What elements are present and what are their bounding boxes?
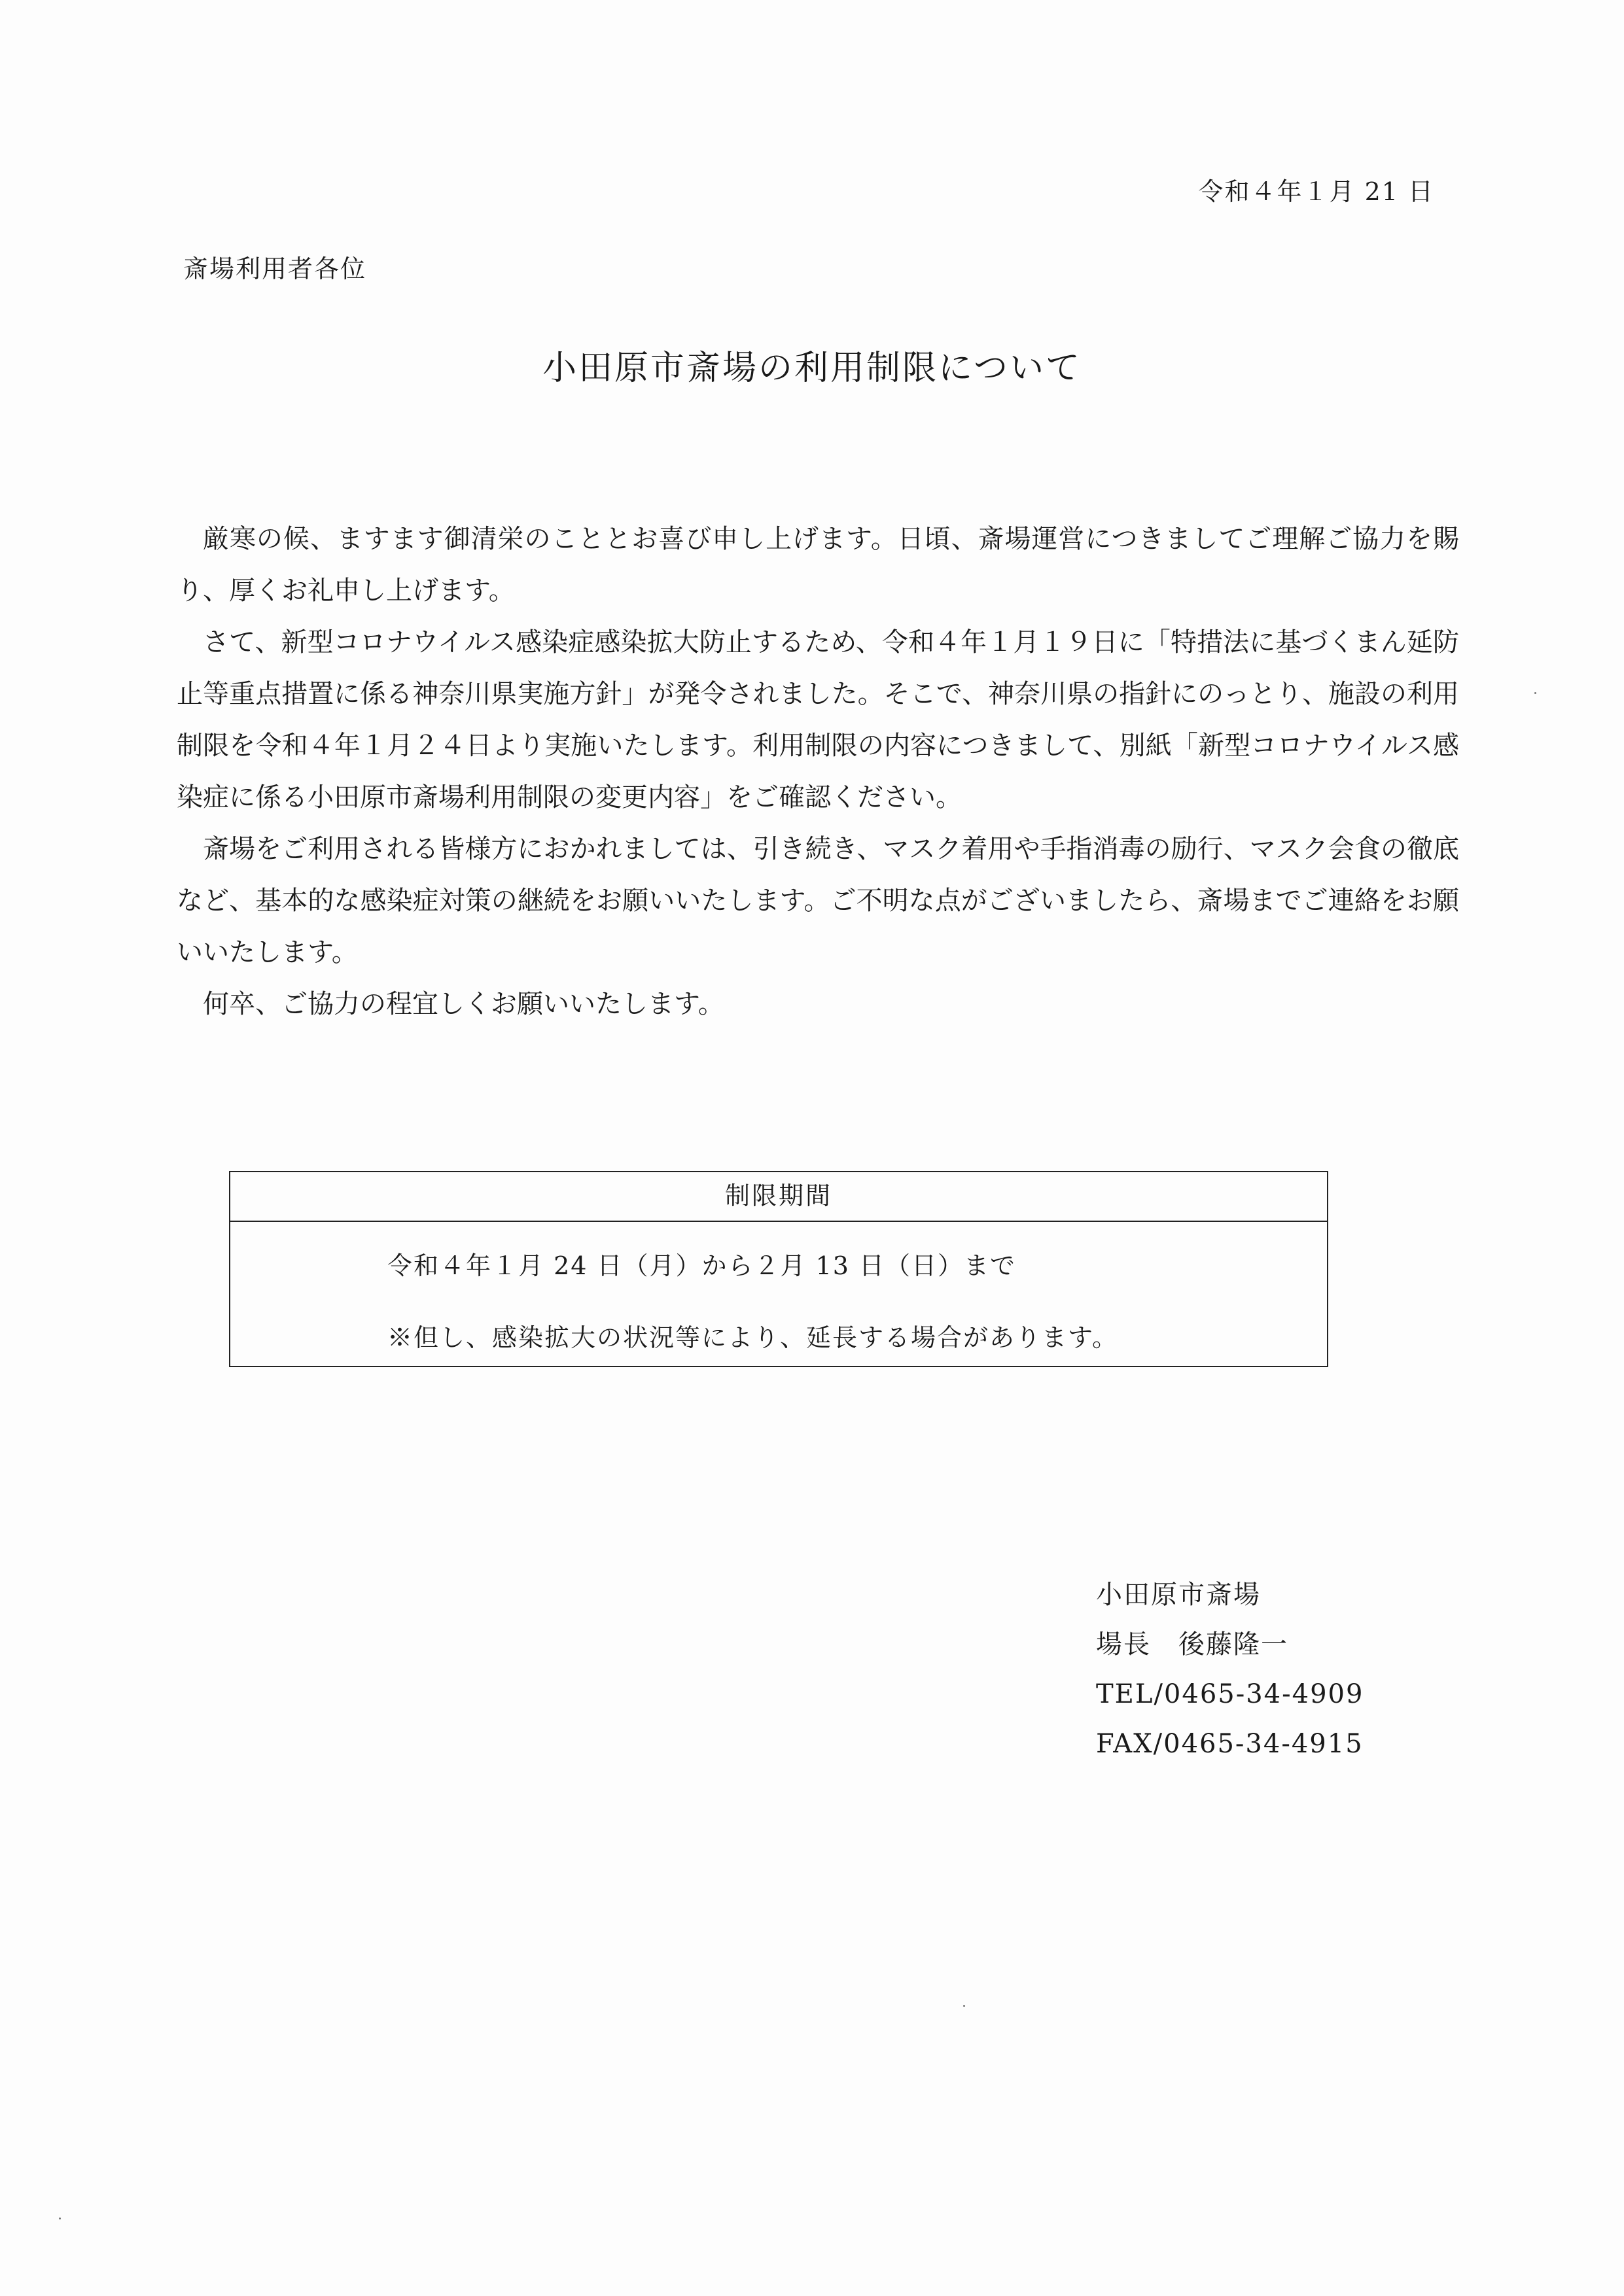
restriction-period-note: ※但し、感染拡大の状況等により、延長する場合があります。 xyxy=(387,1323,1118,1352)
paragraph-request: 斎場をご利用される皆様方におかれましては、引き続き、マスク着用や手指消毒の励行、マスク会食の徹底など、基本的な感染症対策の継続をお願いいたします。ご不明な点がございましたら、斎場までご連絡をお願いいたします。 xyxy=(177,834,1459,967)
signature-director: 場長 後藤隆一 xyxy=(1096,1629,1288,1660)
paragraph-notice: さて、新型コロナウイルス感染症感染拡大防止するため、令和４年１月１９日に「特措法に基づくまん延防止等重点措置に係る神奈川県実施方針」が発令されました。そこで、神奈川県の指針にのっとり、施設の利用制限を令和４年１月２４日より実施いたします。利用制限の内容につきまして、別紙「新型コロナウイルス感染症に係る小田原市斎場利用制限の変更内容」をご確認ください。 xyxy=(177,627,1459,812)
addressee: 斎場利用者各位 xyxy=(183,254,367,283)
paragraph-greeting: 厳寒の候、ますます御清栄のこととお喜び申し上げます。日頃、斎場運営につきましてご理解ご協力を賜り、厚くお礼申し上げます。 xyxy=(177,524,1459,606)
signature-fax: FAX/0465-34-4915 xyxy=(1096,1729,1364,1759)
restriction-period-box xyxy=(229,1171,1328,1367)
restriction-period-header: 制限期間 xyxy=(230,1172,1327,1222)
scan-speck xyxy=(1534,692,1536,694)
signature-block xyxy=(1096,1570,1364,1769)
signature-tel: TEL/0465-34-4909 xyxy=(1096,1679,1364,1709)
paragraph-closing: 何卒、ご協力の程宜しくお願いいたします。 xyxy=(203,989,724,1019)
document-title: 小田原市斎場の利用制限について xyxy=(542,349,1082,388)
scan-speck xyxy=(963,2005,965,2007)
signature-organization: 小田原市斎場 xyxy=(1096,1580,1261,1610)
restriction-period-dates: 令和４年１月 24 日（月）から２月 13 日（日）まで xyxy=(387,1251,1017,1280)
scan-speck xyxy=(59,2218,61,2219)
body-text xyxy=(177,513,1459,1030)
document-date: 令和４年１月 21 日 xyxy=(1198,177,1434,206)
